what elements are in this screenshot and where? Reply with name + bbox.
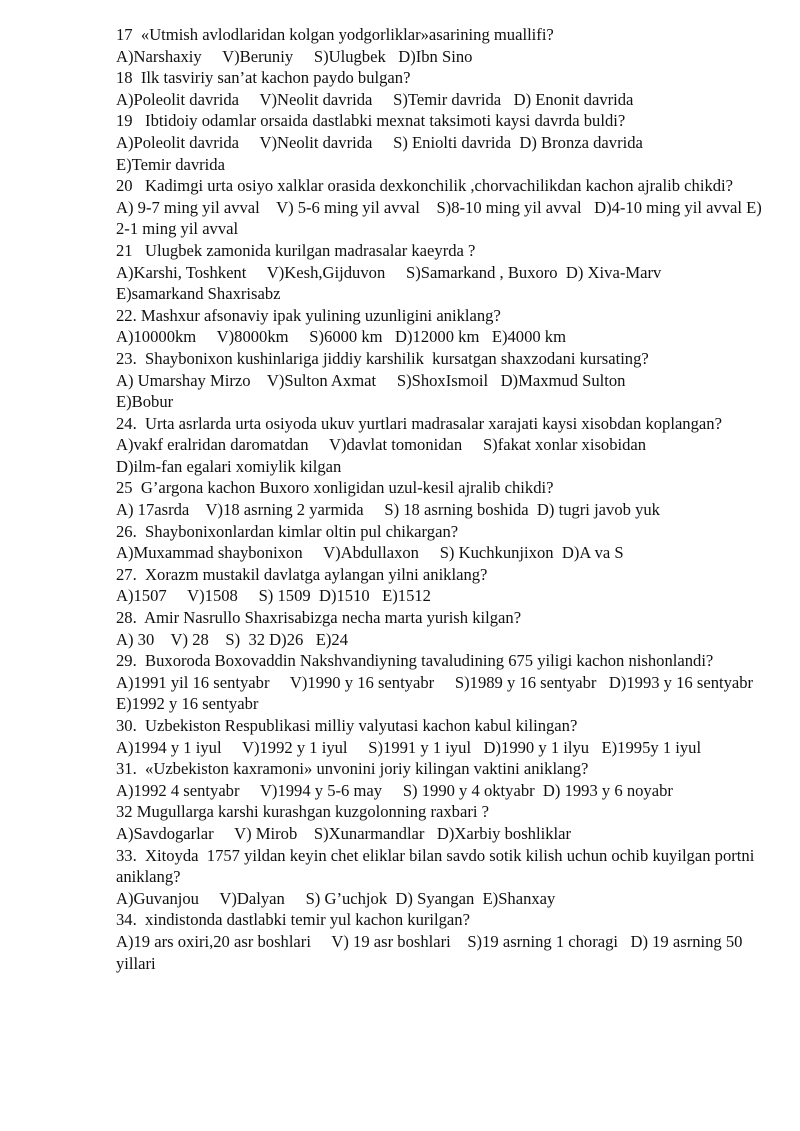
question-text: 27. Xorazm mustakil davlatga aylangan yilni aniklang? — [116, 564, 488, 584]
question-block — [116, 413, 766, 478]
answer-options: A)Poleolit davrida V)Neolit davrida S) Eniolti davrida D) Bronza davrida — [116, 132, 643, 152]
answer-options: A)Narshaxiy V)Beruniy S)Ulugbek D)Ibn Sino — [116, 46, 473, 66]
question-text: 24. Urta asrlarda urta osiyoda ukuv yurtlari madrasalar xarajati kaysi xisobdan koplangan? — [116, 413, 722, 433]
question-text: 30. Uzbekiston Respublikasi milliy valyutasi kachon kabul kilingan? — [116, 716, 578, 735]
question-block — [116, 24, 766, 67]
document-page — [116, 24, 766, 974]
question-text: 18 Ilk tasviriy san’at kachon paydo bulgan? — [116, 68, 411, 88]
question-block — [116, 758, 766, 801]
answer-options: D)ilm-fan egalari xomiylik kilgan — [116, 456, 342, 476]
question-text: 33. Xitoyda 1757 yildan keyin chet eliklar bilan savdo sotik kilish uchun ochib kuyilgan portni aniklang? — [116, 845, 759, 887]
answer-options: E)Bobur — [116, 392, 174, 412]
question-block — [116, 305, 766, 348]
question-block — [116, 607, 766, 650]
answer-options: A)Guvanjou V)Dalyan S) G’uchjok D) Syangan E)Shanxay — [116, 888, 556, 908]
answer-options: A) 17asrda V)18 asrning 2 yarmida S) 18 asrning boshida D) tugri javob yuk — [116, 500, 660, 520]
answer-options: E)Temir davrida — [116, 154, 225, 174]
question-text: 28. Amir Nasrullo Shaxrisabizga necha marta yurish kilgan? — [116, 608, 522, 628]
question-block — [116, 650, 766, 715]
answer-options: A)Poleolit davrida V)Neolit davrida S)Temir davrida D) Enonit davrida — [116, 89, 634, 109]
question-block — [116, 909, 766, 974]
answer-options: E)samarkand Shaxrisabz — [116, 284, 281, 304]
question-text: 31. «Uzbekiston kaxramoni» unvonini joriy kilingan vaktini aniklang? — [116, 759, 589, 779]
question-text: 29. Buxoroda Boxovaddin Nakshvandiyning tavaludining 675 yiligi kachon nishonlandi? — [116, 651, 714, 671]
question-block — [116, 240, 766, 305]
answer-options: A) 9-7 ming yil avval V) 5-6 ming yil avval S)8-10 ming yil avval D)4-10 ming yil avval E) 2-1 ming yil avval — [116, 197, 766, 239]
question-text: 19 Ibtidoiy odamlar orsaida dastlabki mexnat taksimoti kaysi davrda buldi? — [116, 111, 626, 131]
question-block — [116, 477, 766, 520]
answer-options: A)Karshi, Toshkent V)Kesh,Gijduvon S)Samarkand , Buxoro D) Xiva-Marv — [116, 262, 662, 282]
answer-options: A)1994 y 1 iyul V)1992 y 1 iyul S)1991 y 1 iyul D)1990 y 1 ilyu E)1995y 1 iyul — [116, 737, 702, 757]
answer-options: A)10000km V)8000km S)6000 km D)12000 km E)4000 km — [116, 327, 567, 347]
question-text: 32 Mugullarga karshi kurashgan kuzgolonning raxbari ? — [116, 802, 489, 822]
question-block — [116, 110, 766, 175]
question-text: 20 Kadimgi urta osiyo xalklar orasida dexkonchilik ,chorvachilikdan kachon ajralib chikdi? — [116, 176, 734, 196]
question-block — [116, 67, 766, 110]
answer-options: A) Umarshay Mirzo V)Sulton Axmat S)ShoxIsmoil D)Maxmud Sulton — [116, 370, 626, 390]
answer-options: A)Savdogarlar V) Mirob S)Xunarmandlar D)Xarbiy boshliklar — [116, 823, 571, 843]
answer-options: A) 30 V) 28 S) 32 D)26 E)24 — [116, 629, 348, 649]
question-text: 23. Shaybonixon kushinlariga jiddiy karshilik kursatgan shaxzodani kursating? — [116, 348, 649, 368]
question-block — [116, 715, 766, 758]
answer-options: A)vakf eralridan daromatdan V)davlat tomonidan S)fakat xonlar xisobidan — [116, 435, 647, 455]
answer-options: A)1507 V)1508 S) 1509 D)1510 E)1512 — [116, 586, 431, 606]
answer-options: A)1992 4 sentyabr V)1994 y 5-6 may S) 1990 y 4 oktyabr D) 1993 y 6 noyabr — [116, 780, 673, 800]
question-text: 22. Mashxur afsonaviy ipak yulining uzunligini aniklang? — [116, 305, 501, 325]
answer-options: A)Muxammad shaybonixon V)Abdullaxon S) Kuchkunjixon D)A va S — [116, 543, 624, 563]
question-text: 25 G’argona kachon Buxoro xonligidan uzul-kesil ajralib chikdi? — [116, 478, 554, 498]
question-block — [116, 521, 766, 564]
answer-options: A)1991 yil 16 sentyabr V)1990 y 16 sentyabr S)1989 y 16 sentyabr D)1993 y 16 sentyabr E)1992 y 16 sentyabr — [116, 672, 766, 714]
question-text: 34. xindistonda dastlabki temir yul kachon kurilgan? — [116, 910, 470, 930]
question-text: 26. Shaybonixonlardan kimlar oltin pul chikargan? — [116, 521, 459, 541]
question-text: 17 «Utmish avlodlaridan kolgan yodgorliklar»asarining muallifi? — [116, 25, 554, 44]
question-block — [116, 175, 766, 240]
question-block — [116, 845, 766, 910]
question-block — [116, 348, 766, 413]
answer-options: A)19 ars oxiri,20 asr boshlari V) 19 asr boshlari S)19 asrning 1 choragi D) 19 asrning 50 yillari — [116, 931, 747, 973]
question-block — [116, 801, 766, 844]
question-text: 21 Ulugbek zamonida kurilgan madrasalar kaeyrda ? — [116, 240, 476, 260]
question-block — [116, 564, 766, 607]
